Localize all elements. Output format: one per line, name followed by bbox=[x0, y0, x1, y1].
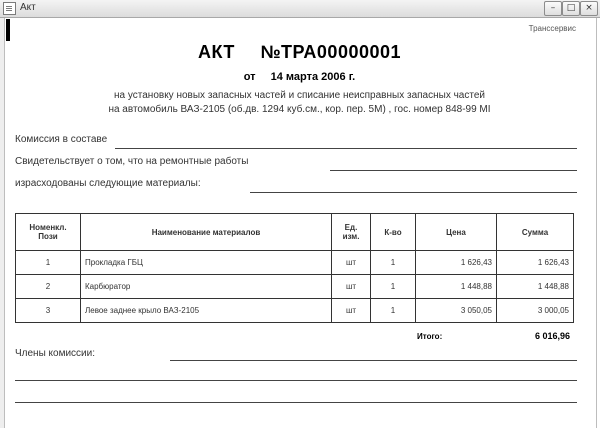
date-label: от bbox=[243, 71, 256, 83]
cell-qty: 1 bbox=[371, 251, 416, 275]
cell-position: 2 bbox=[16, 275, 81, 299]
cell-name: Прокладка ГБЦ bbox=[81, 251, 332, 275]
table-row bbox=[16, 275, 574, 299]
consumed-label: израсходованы следующие материалы: bbox=[15, 178, 201, 189]
col-qty: К-во bbox=[371, 214, 416, 251]
minimize-button[interactable]: – bbox=[544, 1, 562, 16]
commission-label: Комиссия в составе bbox=[15, 134, 108, 145]
window-title: Акт bbox=[20, 2, 36, 13]
subject-line-2: на автомобиль ВАЗ-2105 (об.дв. 1294 куб.см., кор. пер. 5М) , гос. номер 848-99 МI bbox=[108, 104, 491, 115]
col-unit: Ед. изм. bbox=[332, 214, 371, 251]
cell-unit: шт bbox=[332, 251, 371, 275]
cell-sum: 1 448,88 bbox=[497, 275, 574, 299]
cell-qty: 1 bbox=[371, 275, 416, 299]
table-row bbox=[16, 299, 574, 323]
document-title-word: АКТ bbox=[197, 42, 235, 62]
members-label: Члены комиссии: bbox=[15, 348, 96, 359]
col-sum: Сумма bbox=[497, 214, 574, 251]
company-name: Транссервис bbox=[528, 24, 576, 33]
cell-sum: 3 000,05 bbox=[497, 299, 574, 323]
members-line-2 bbox=[15, 380, 577, 381]
cell-unit: шт bbox=[332, 299, 371, 323]
table-header-row bbox=[16, 214, 574, 251]
cell-price: 1 626,43 bbox=[416, 251, 497, 275]
maximize-button[interactable]: □ bbox=[562, 1, 580, 16]
materials-table bbox=[15, 213, 574, 323]
members-line-3 bbox=[15, 402, 577, 403]
document-date bbox=[5, 71, 594, 83]
cell-name: Карбюратор bbox=[81, 275, 332, 299]
cell-sum: 1 626,43 bbox=[497, 251, 574, 275]
consumed-line bbox=[250, 192, 577, 193]
document-title bbox=[5, 42, 594, 63]
date-value: 14 марта 2006 г. bbox=[270, 71, 356, 83]
document-icon bbox=[3, 2, 16, 15]
members-line-1 bbox=[170, 360, 577, 361]
cell-price: 1 448,88 bbox=[416, 275, 497, 299]
col-position: Номенкл. Пози bbox=[16, 214, 81, 251]
window-titlebar bbox=[0, 0, 600, 18]
total-value: 6 016,96 bbox=[534, 331, 570, 341]
cell-price: 3 050,05 bbox=[416, 299, 497, 323]
certifies-label: Свидетельствует о том, что на ремонтные работы bbox=[15, 156, 249, 167]
document-page[interactable] bbox=[4, 18, 597, 428]
cell-qty: 1 bbox=[371, 299, 416, 323]
cell-unit: шт bbox=[332, 275, 371, 299]
total-label: Итого: bbox=[417, 332, 443, 341]
subject-line-1: на установку новых запасных частей и списание неисправных запасных частей bbox=[114, 90, 485, 101]
text-cursor bbox=[6, 19, 10, 41]
close-button[interactable]: × bbox=[580, 1, 598, 16]
commission-line bbox=[115, 148, 577, 149]
cell-position: 1 bbox=[16, 251, 81, 275]
col-price: Цена bbox=[416, 214, 497, 251]
cell-position: 3 bbox=[16, 299, 81, 323]
col-name: Наименование материалов bbox=[81, 214, 332, 251]
table-row bbox=[16, 251, 574, 275]
document-number: №ТРА00000001 bbox=[260, 42, 402, 62]
certifies-line bbox=[330, 170, 577, 171]
cell-name: Левое заднее крыло ВАЗ-2105 bbox=[81, 299, 332, 323]
